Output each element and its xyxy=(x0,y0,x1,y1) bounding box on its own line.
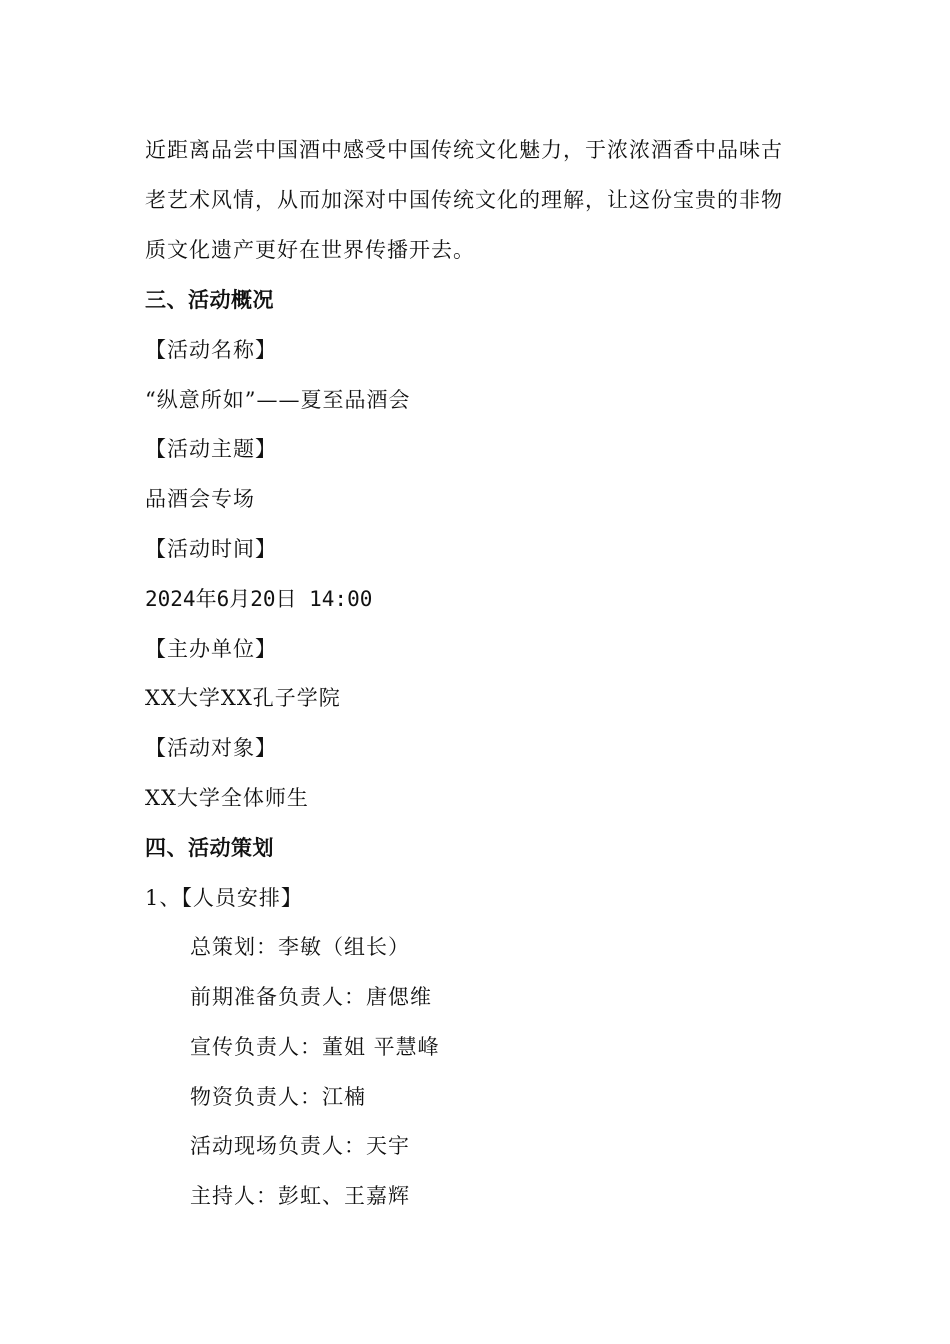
event-name-label: 【活动名称】 xyxy=(145,338,277,362)
event-theme-label: 【活动主题】 xyxy=(145,437,277,461)
event-theme-value: 品酒会专场 xyxy=(145,487,255,511)
event-name-value: “纵意所如”——夏至品酒会 xyxy=(145,388,411,412)
staff-role-3: 宣传负责人：董姐 平慧峰 xyxy=(190,1035,440,1059)
audience-label: 【活动对象】 xyxy=(145,736,277,760)
staff-role-2: 前期准备负责人：唐偲维 xyxy=(190,985,432,1009)
staff-role-1: 总策划：李敏（组长） xyxy=(190,935,410,959)
section-4-heading: 四、活动策划 xyxy=(145,836,274,860)
event-time-label: 【活动时间】 xyxy=(145,537,277,561)
intro-line-2: 老艺术风情，从而加深对中国传统文化的理解，让这份宝贵的非物 xyxy=(145,188,783,212)
staff-role-5: 活动现场负责人：天宇 xyxy=(190,1134,410,1158)
organizer-value: XX大学XX孔子学院 xyxy=(145,686,341,710)
staff-role-6: 主持人：彭虹、王嘉辉 xyxy=(190,1184,410,1208)
section-3-heading: 三、活动概况 xyxy=(145,288,274,312)
audience-value: XX大学全体师生 xyxy=(145,786,309,810)
event-time-value: 2024年6月20日 14:00 xyxy=(145,587,373,611)
intro-line-3: 质文化遗产更好在世界传播开去。 xyxy=(145,238,475,262)
staff-role-4: 物资负责人：江楠 xyxy=(190,1085,366,1109)
staff-section-title: 1、【人员安排】 xyxy=(145,886,303,910)
organizer-label: 【主办单位】 xyxy=(145,637,277,661)
intro-line-1: 近距离品尝中国酒中感受中国传统文化魅力，于浓浓酒香中品味古 xyxy=(145,138,783,162)
